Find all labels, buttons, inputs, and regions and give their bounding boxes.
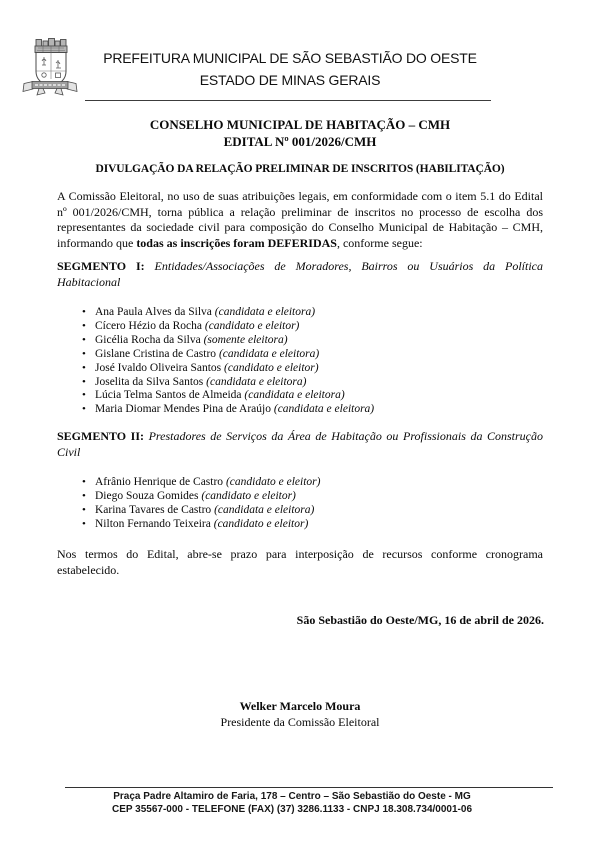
document-title xyxy=(57,116,543,150)
candidate-name: Cícero Hézio da Rocha xyxy=(95,319,205,332)
candidate-item xyxy=(95,490,543,504)
candidate-status: (candidato e eleitor) xyxy=(224,361,319,374)
footer-divider xyxy=(65,787,553,788)
coat-of-arms-icon xyxy=(21,37,79,103)
candidate-name: Nilton Fernando Teixeira xyxy=(95,517,214,530)
footer-address: Praça Padre Altamiro de Faria, 178 – Centro – São Sebastião do Oeste - MG xyxy=(113,791,471,802)
segment-2-label: SEGMENTO II: xyxy=(57,429,145,443)
footer-contact: CEP 35567-000 - TELEFONE (FAX) (37) 3286.1133 - CNPJ 18.308.734/0001-06 xyxy=(111,803,472,815)
candidate-item xyxy=(95,320,543,334)
document-footer xyxy=(47,791,537,816)
candidate-status: (candidata e eleitora) xyxy=(218,347,320,360)
council-title: CONSELHO MUNICIPAL DE HABITAÇÃO – CMH xyxy=(149,117,451,132)
candidate-item xyxy=(95,403,543,417)
candidate-status: (candidato e eleitor) xyxy=(213,517,309,530)
candidate-name: Afrânio Henrique de Castro xyxy=(95,476,226,488)
candidate-status: (candidata e eleitora) xyxy=(214,503,315,516)
signature-block xyxy=(57,699,543,730)
candidate-status: (candidata e eleitora) xyxy=(206,375,307,388)
document-subtitle: DIVULGAÇÃO DA RELAÇÃO PRELIMINAR DE INSCRITOS (HABILITAÇÃO) xyxy=(95,163,505,175)
edital-number: EDITAL Nº 001/2026/CMH xyxy=(223,134,377,149)
candidate-name: José Ivaldo Oliveira Santos xyxy=(95,361,225,374)
intro-text-pre: A Comissão Eleitoral, no uso de suas atribuições legais, em conformidade com o item 5.1 do Edital nº 001/2026/CMH, torna pública a relação preliminar de inscritos no processo de escolha dos representantes da sociedade civil para composição do Conselho Municipal de Habitação – CMH, informando que xyxy=(57,189,543,250)
candidate-item xyxy=(95,348,543,362)
segment-1 xyxy=(57,259,543,417)
candidate-status: (candidata e eleitora) xyxy=(273,403,375,416)
segment-2-heading xyxy=(57,429,543,460)
segment-1-label: SEGMENTO I: xyxy=(57,259,145,273)
state-name: ESTADO DE MINAS GERAIS xyxy=(199,72,381,88)
intro-text-bold: todas as inscrições foram DEFERIDAS xyxy=(136,235,337,250)
letterhead xyxy=(85,47,495,91)
header-divider xyxy=(85,100,491,101)
candidate-item xyxy=(95,476,543,490)
intro-text-post: , conforme segue: xyxy=(336,235,423,250)
candidate-name: Ana Paula Alves da Silva xyxy=(95,306,215,318)
candidate-name: Joselita da Silva Santos xyxy=(95,375,207,388)
candidate-item xyxy=(95,389,543,403)
closing-paragraph: Nos termos do Edital, abre-se prazo para interposição de recursos conforme cronograma estabelecido. xyxy=(57,547,543,577)
candidate-item xyxy=(95,306,543,320)
segment-1-heading xyxy=(57,259,543,290)
candidate-name: Lúcia Telma Santos de Almeida xyxy=(95,389,245,402)
candidate-name: Gicélia Rocha da Silva xyxy=(95,333,204,346)
candidate-status: (candidata e eleitora) xyxy=(214,306,316,318)
candidate-status: (candidato e eleitor) xyxy=(225,476,321,488)
segment-2-description: Prestadores de Serviços da Área de Habitação ou Profissionais da Construção Civil xyxy=(57,429,544,459)
candidate-name: Gislane Cristina de Castro xyxy=(95,347,219,360)
segment-2-list xyxy=(57,476,543,532)
candidate-item xyxy=(95,504,543,518)
candidate-name: Karina Tavares de Castro xyxy=(95,503,215,516)
segment-1-list xyxy=(57,306,543,417)
candidate-item xyxy=(95,376,543,390)
candidate-status: (somente eleitora) xyxy=(203,333,288,346)
signatory-name: Welker Marcelo Moura xyxy=(239,699,361,713)
candidate-item xyxy=(95,518,543,532)
candidate-name: Maria Diomar Mendes Pina de Araújo xyxy=(95,403,274,416)
date-line: São Sebastião do Oeste/MG, 16 de abril de 2026. xyxy=(296,613,544,627)
candidate-item xyxy=(95,362,543,376)
intro-paragraph xyxy=(57,189,543,251)
candidate-status: (candidato e eleitor) xyxy=(201,489,296,502)
municipality-name: PREFEITURA MUNICIPAL DE SÃO SEBASTIÃO DO OESTE xyxy=(103,50,477,66)
segment-2 xyxy=(57,429,543,532)
candidate-status: (candidato e eleitor) xyxy=(204,319,300,332)
segment-1-description: Entidades/Associações de Moradores, Bairros ou Usuários da Política Habitacional xyxy=(57,259,544,289)
candidate-item xyxy=(95,334,543,348)
signatory-role: Presidente da Comissão Eleitoral xyxy=(220,714,380,729)
candidate-status: (candidata e eleitora) xyxy=(244,389,345,402)
candidate-name: Diego Souza Gomides xyxy=(95,489,202,502)
